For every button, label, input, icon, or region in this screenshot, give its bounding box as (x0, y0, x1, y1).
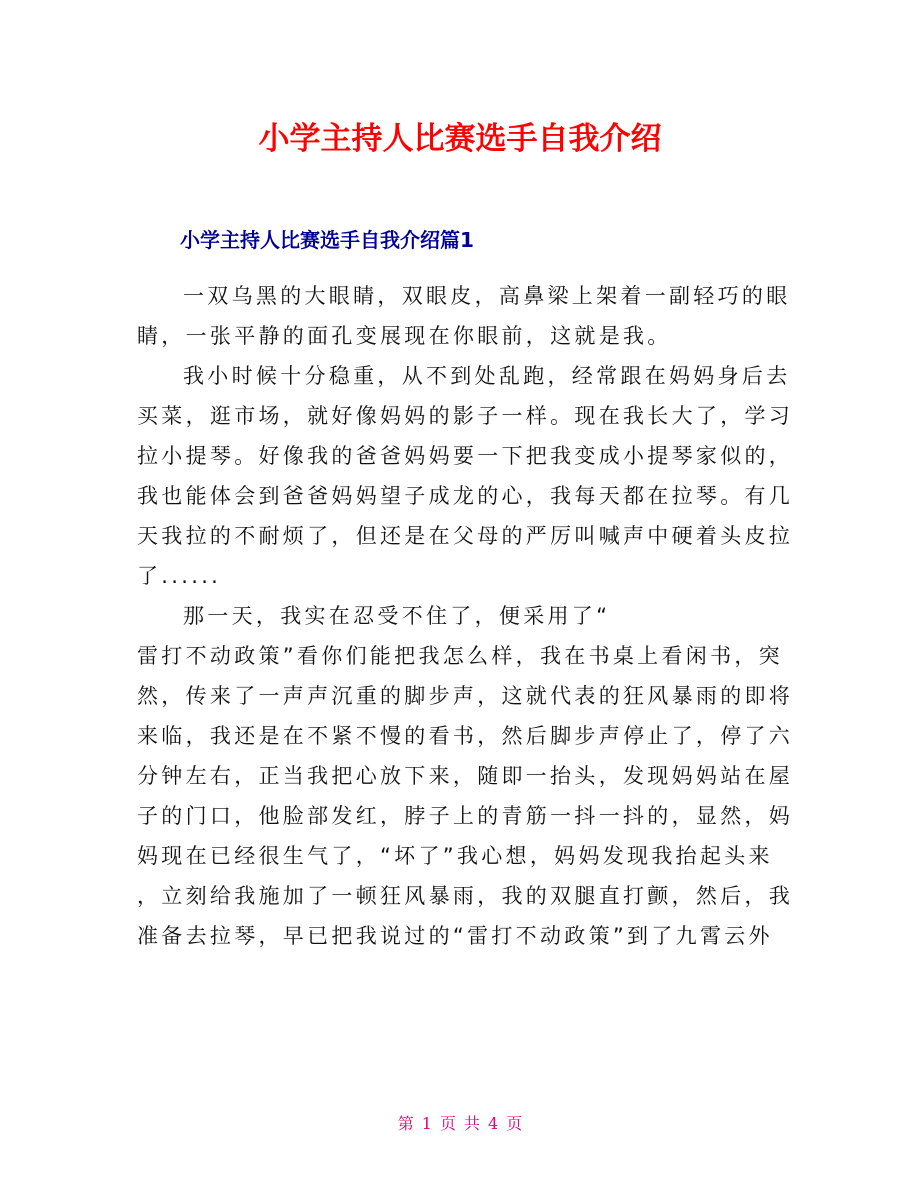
paragraph-line: 分钟左右，正当我把心放下来，随即一抬头，发现妈妈站在屋 (137, 764, 794, 788)
paragraph-line: 拉小提琴。好像我的爸爸妈妈要一下把我变成小提琴家似的， (137, 444, 794, 468)
paragraph-line: 妈现在已经很生气了，“坏了”我心想，妈妈发现我抬起头来 (137, 844, 773, 868)
current-page-number: 1 (421, 1114, 432, 1133)
section-heading: 小学主持人比赛选手自我介绍篇1 (180, 228, 474, 252)
page-number-footer (0, 1112, 920, 1136)
paragraph-line: 雷打不动政策”看你们能把我怎么样，我在书桌上看闲书，突 (137, 644, 783, 668)
paragraph-line: 买菜，逛市场，就好像妈妈的影子一样。现在我长大了，学习 (137, 404, 794, 428)
paragraph-line: 我也能体会到爸爸妈妈望子成龙的心，我每天都在拉琴。有几 (137, 484, 794, 508)
paragraph-line: 来临，我还是在不紧不慢的看书，然后脚步声停止了，停了六 (137, 724, 794, 748)
paragraph-line: 一双乌黑的大眼睛，双眼皮，高鼻梁上架着一副轻巧的眼 (183, 284, 791, 308)
footer-total-label: 页 (506, 1114, 523, 1133)
footer-page-label: 页 (439, 1114, 456, 1133)
paragraph-line: 天我拉的不耐烦了，但还是在父母的严厉叫喊声中硬着头皮拉 (137, 524, 794, 548)
paragraph-line: 我小时候十分稳重，从不到处乱跑，经常跟在妈妈身后去 (183, 364, 791, 388)
paragraph-line: 然，传来了一声声沉重的脚步声，这就代表的狂风暴雨的即将 (137, 684, 794, 708)
footer-prefix: 第 (397, 1114, 414, 1133)
footer-total-prefix: 共 (464, 1114, 481, 1133)
paragraph-line: 那一天，我实在忍受不住了，便采用了“ (183, 604, 611, 628)
paragraph-line: 睛，一张平静的面孔变展现在你眼前，这就是我。 (137, 324, 672, 348)
paragraph-line: 子的门口，他脸部发红，脖子上的青筋一抖一抖的，显然，妈 (137, 804, 794, 828)
total-pages-number: 4 (488, 1114, 499, 1133)
paragraph-line: ，立刻给我施加了一顿狂风暴雨，我的双腿直打颤，然后，我 (137, 884, 794, 908)
paragraph-line: 准备去拉琴，早已把我说过的“雷打不动政策”到了九霄云外 (137, 924, 773, 948)
paragraph-line: 了...... (137, 564, 222, 588)
document-title: 小学主持人比赛选手自我介绍 (258, 121, 662, 157)
body-text (137, 276, 794, 956)
